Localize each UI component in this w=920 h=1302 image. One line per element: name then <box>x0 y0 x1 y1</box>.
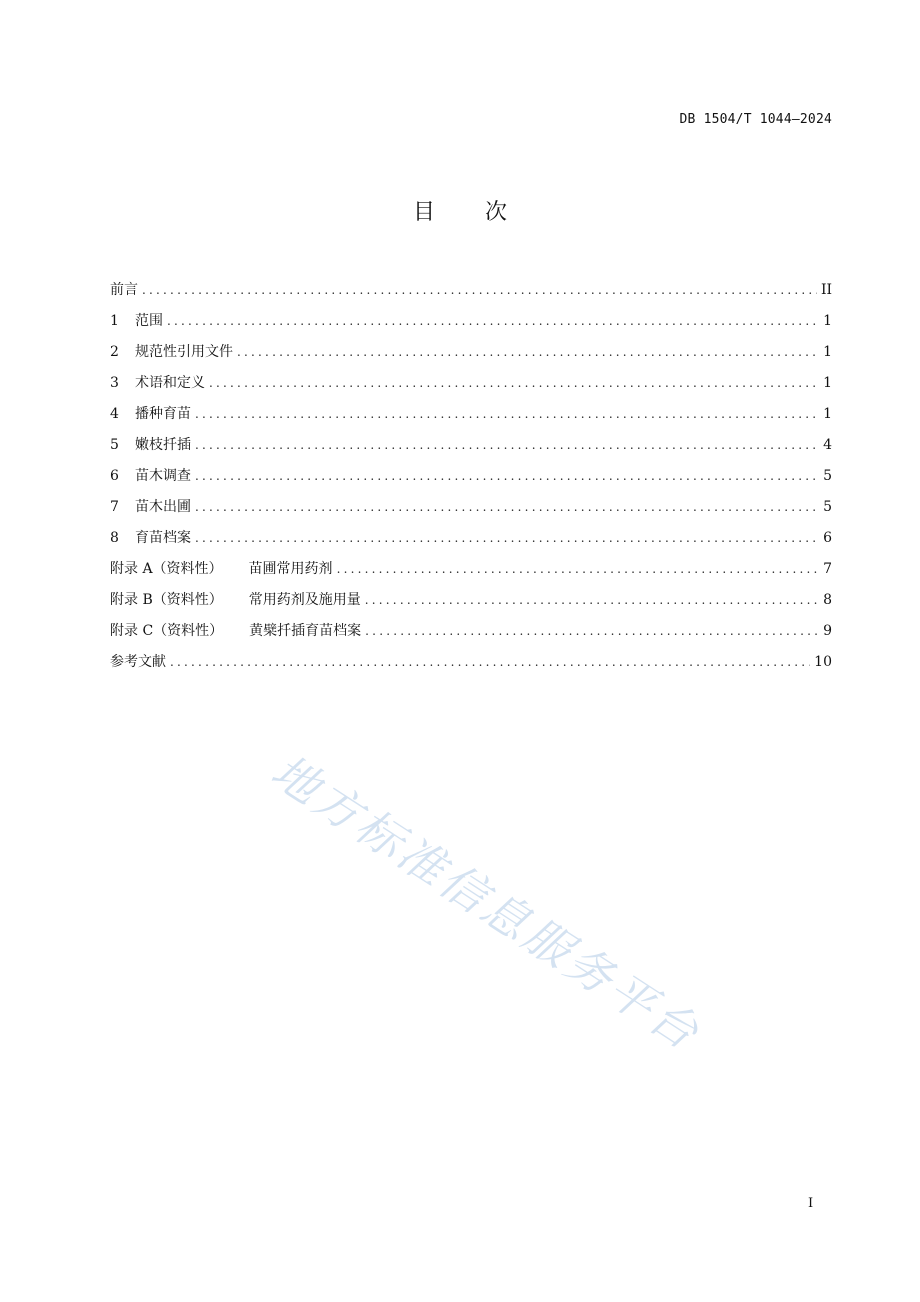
toc-entry-number: 3 <box>110 375 119 391</box>
toc-entry-page: 8 <box>823 592 832 608</box>
toc-entry-label <box>110 652 166 672</box>
toc-entry-text: 前言 <box>110 282 138 298</box>
toc-entry[interactable] <box>110 435 832 466</box>
toc-entry-label <box>110 311 163 331</box>
table-of-contents <box>110 280 832 683</box>
toc-entry[interactable] <box>110 621 832 652</box>
toc-entry-number: 4 <box>110 406 119 422</box>
toc-leader-dots <box>195 404 819 424</box>
toc-entry-number: 1 <box>110 313 119 329</box>
toc-entry-text: 苗木调查 <box>135 468 191 484</box>
toc-entry-label <box>110 497 191 517</box>
toc-entry-page: 1 <box>823 313 832 329</box>
toc-leader-dots <box>237 342 819 362</box>
toc-entry-page: 7 <box>823 561 832 577</box>
toc-title-char-1: 目 <box>412 200 435 225</box>
toc-leader-dots <box>142 280 817 300</box>
toc-leader-dots <box>195 435 819 455</box>
toc-leader-dots <box>209 373 819 393</box>
toc-entry-page: 10 <box>814 654 832 670</box>
toc-entry-page: 4 <box>823 437 832 453</box>
toc-entry[interactable] <box>110 466 832 497</box>
toc-leader-dots <box>365 590 819 610</box>
toc-entry[interactable] <box>110 559 832 590</box>
toc-entry-number: 5 <box>110 437 119 453</box>
toc-entry-subtitle: 黄檗扦插育苗档案 <box>249 623 362 639</box>
toc-entry-number: 8 <box>110 530 119 546</box>
toc-title <box>0 195 920 226</box>
toc-entry-text: 苗木出圃 <box>135 499 191 515</box>
toc-leader-dots <box>195 497 819 517</box>
toc-entry-subtitle: 苗圃常用药剂 <box>248 561 333 577</box>
toc-entry-label <box>110 466 191 486</box>
toc-entry-label <box>110 559 333 579</box>
toc-entry-text: 附录 A（资料性） <box>110 561 223 577</box>
toc-entry-page: 6 <box>823 530 832 546</box>
toc-entry-label <box>110 404 191 424</box>
toc-entry-text: 范围 <box>135 313 163 329</box>
toc-entry[interactable] <box>110 590 832 621</box>
toc-entry[interactable] <box>110 280 832 311</box>
toc-entry-text: 育苗档案 <box>135 530 191 546</box>
watermark: 地方标准信息服务平台 <box>261 743 711 1062</box>
toc-entry-page: II <box>820 282 832 298</box>
toc-entry-label <box>110 342 233 362</box>
toc-leader-dots <box>337 559 820 579</box>
toc-leader-dots <box>195 528 819 548</box>
toc-entry-text: 术语和定义 <box>135 375 205 391</box>
toc-entry[interactable] <box>110 342 832 373</box>
toc-entry-text: 附录 C（资料性） <box>110 623 224 639</box>
toc-entry-page: 1 <box>823 344 832 360</box>
toc-entry[interactable] <box>110 404 832 435</box>
toc-entry-number: 6 <box>110 468 119 484</box>
page-number: I <box>808 1196 814 1211</box>
toc-entry-text: 附录 B（资料性） <box>110 592 223 608</box>
toc-entry-number: 7 <box>110 499 119 515</box>
toc-entry[interactable] <box>110 311 832 342</box>
toc-entry-subtitle: 常用药剂及施用量 <box>248 592 361 608</box>
toc-entry[interactable] <box>110 373 832 404</box>
toc-entry-page: 5 <box>823 468 832 484</box>
toc-entry-page: 1 <box>823 406 832 422</box>
toc-entry-number: 2 <box>110 344 119 360</box>
toc-leader-dots <box>170 652 810 672</box>
toc-leader-dots <box>195 466 819 486</box>
toc-entry-label <box>110 621 361 641</box>
toc-entry-label <box>110 373 205 393</box>
toc-entry-page: 1 <box>823 375 832 391</box>
toc-entry-label <box>110 528 191 548</box>
toc-entry-label <box>110 435 191 455</box>
toc-leader-dots <box>365 621 819 641</box>
toc-leader-dots <box>167 311 819 331</box>
toc-entry[interactable] <box>110 528 832 559</box>
toc-title-char-2: 次 <box>485 200 508 225</box>
document-code: DB 1504/T 1044—2024 <box>679 112 832 127</box>
toc-entry-label <box>110 280 138 300</box>
toc-entry-label <box>110 590 361 610</box>
toc-entry-text: 播种育苗 <box>135 406 191 422</box>
toc-entry-text: 嫩枝扦插 <box>135 437 191 453</box>
toc-entry-text: 规范性引用文件 <box>135 344 233 360</box>
toc-entry[interactable] <box>110 652 832 683</box>
toc-entry[interactable] <box>110 497 832 528</box>
toc-entry-page: 9 <box>823 623 832 639</box>
toc-entry-text: 参考文献 <box>110 654 166 670</box>
toc-entry-page: 5 <box>823 499 832 515</box>
